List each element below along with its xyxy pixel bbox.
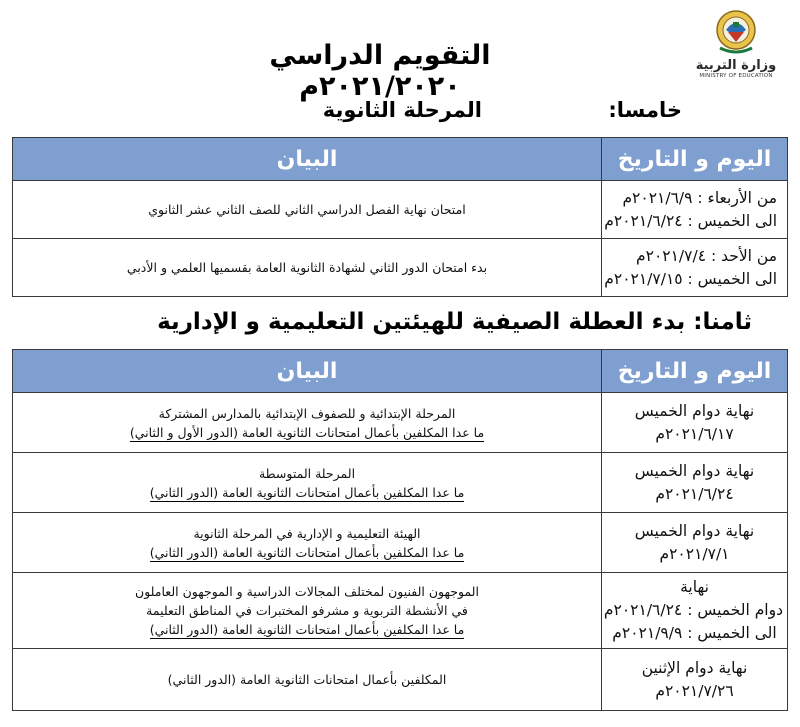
- date-line: الى الخميس : ٢٠٢١/٧/١٥م: [604, 269, 777, 288]
- description-line: في الأنشطة التربوية و مشرفو المختبرات في المناطق التعليمة: [146, 603, 468, 618]
- ministry-name-arabic: وزارة التربية: [695, 58, 777, 73]
- date-cell: [602, 649, 788, 711]
- description-line: المرحلة المتوسطة: [258, 465, 356, 481]
- date-line: دوام الخميس : ٢٠٢١/٦/٢٤م: [603, 601, 783, 619]
- description-line: امتحان نهاية الفصل الدراسي الثاني للصف الثاني عشر الثانوي: [148, 202, 466, 217]
- date-line: من الأحد : ٢٠٢١/٧/٤م: [636, 246, 777, 265]
- header-description: البيان: [13, 138, 602, 181]
- description-cell: [13, 239, 602, 297]
- date-line: ٢٠٢١/٧/٢٦م: [655, 681, 734, 700]
- table-row: [13, 573, 788, 649]
- table-row: [13, 649, 788, 711]
- description-line: المكلفين بأعمال امتحانات الثانوية العامة (الدور الثاني): [167, 672, 447, 687]
- date-line: من الأربعاء : ٢٠٢١/٦/٩م: [622, 188, 777, 207]
- date-line: نهاية دوام الخميس: [634, 521, 755, 540]
- description-line: الموجهون الفنيون لمختلف المجالات الدراسية و الموجهون العاملون: [135, 584, 479, 599]
- ministry-logo: [690, 8, 782, 94]
- date-line: ٢٠٢١/٧/١م: [659, 544, 730, 563]
- exception-note: ما عدا المكلفين بأعمال امتحانات الثانوية العامة (الدور الثاني): [149, 484, 465, 500]
- header-description: البيان: [13, 350, 602, 393]
- table-row: [13, 239, 788, 297]
- date-cell: [602, 181, 788, 239]
- table-row: [13, 453, 788, 513]
- description-line: الهيئة التعليمية و الإدارية في المرحلة الثانوية: [193, 525, 421, 541]
- date-line: ٢٠٢١/٦/٢٤م: [655, 484, 734, 503]
- date-line: الى الخميس : ٢٠٢١/٦/٢٤م: [604, 211, 777, 230]
- description-line: المرحلة الإبتدائية و للصفوف الإبتدائية بالمدارس المشتركة: [158, 405, 456, 421]
- section8-heading: ثامنا: بدء العطلة الصيفية للهيئتين التعليمية و الإدارية: [157, 309, 752, 335]
- exception-note: ما عدا المكلفين بأعمال امتحانات الثانوية العامة (الدور الثاني): [149, 622, 465, 637]
- description-cell: [13, 649, 602, 711]
- page-title: التقويم الدراسي ٢٠٢١/٢٠٢٠م: [269, 40, 491, 102]
- table-header-row: [13, 350, 788, 393]
- date-cell: [602, 239, 788, 297]
- section5-table: [12, 137, 788, 297]
- section5-subtitle: المرحلة الثانوية: [322, 98, 482, 122]
- table-row: [13, 181, 788, 239]
- date-line: ٢٠٢١/٦/١٧م: [655, 424, 734, 443]
- date-cell: [602, 393, 788, 453]
- date-line: نهاية دوام الخميس: [634, 401, 755, 420]
- table-row: [13, 393, 788, 453]
- exception-note: ما عدا المكلفين بأعمال امتحانات الثانوية العامة (الدور الأول و الثاني): [129, 424, 485, 440]
- section5-label: خامسا:: [608, 98, 682, 122]
- date-line: الى الخميس : ٢٠٢١/٩/٩م: [612, 624, 777, 642]
- date-line: نهاية دوام الخميس: [634, 461, 755, 480]
- date-cell: [602, 453, 788, 513]
- description-cell: [13, 181, 602, 239]
- date-cell: [602, 573, 788, 649]
- description-cell: [13, 393, 602, 453]
- ministry-name-english: MINISTRY OF EDUCATION: [699, 73, 773, 79]
- description-cell: [13, 453, 602, 513]
- description-line: بدء امتحان الدور الثاني لشهادة الثانوية العامة بقسميها العلمي و الأدبي: [126, 260, 488, 275]
- emblem-icon: [714, 8, 758, 56]
- date-line: نهاية: [680, 578, 709, 596]
- header-date: اليوم و التاريخ: [602, 138, 788, 181]
- table-header-row: [13, 138, 788, 181]
- table-row: [13, 513, 788, 573]
- description-cell: [13, 573, 602, 649]
- exception-note: ما عدا المكلفين بأعمال امتحانات الثانوية العامة (الدور الثاني): [149, 544, 465, 560]
- date-line: نهاية دوام الإثنين: [641, 658, 748, 677]
- description-cell: [13, 513, 602, 573]
- section8-table: [12, 349, 788, 711]
- date-cell: [602, 513, 788, 573]
- header-date: اليوم و التاريخ: [602, 350, 788, 393]
